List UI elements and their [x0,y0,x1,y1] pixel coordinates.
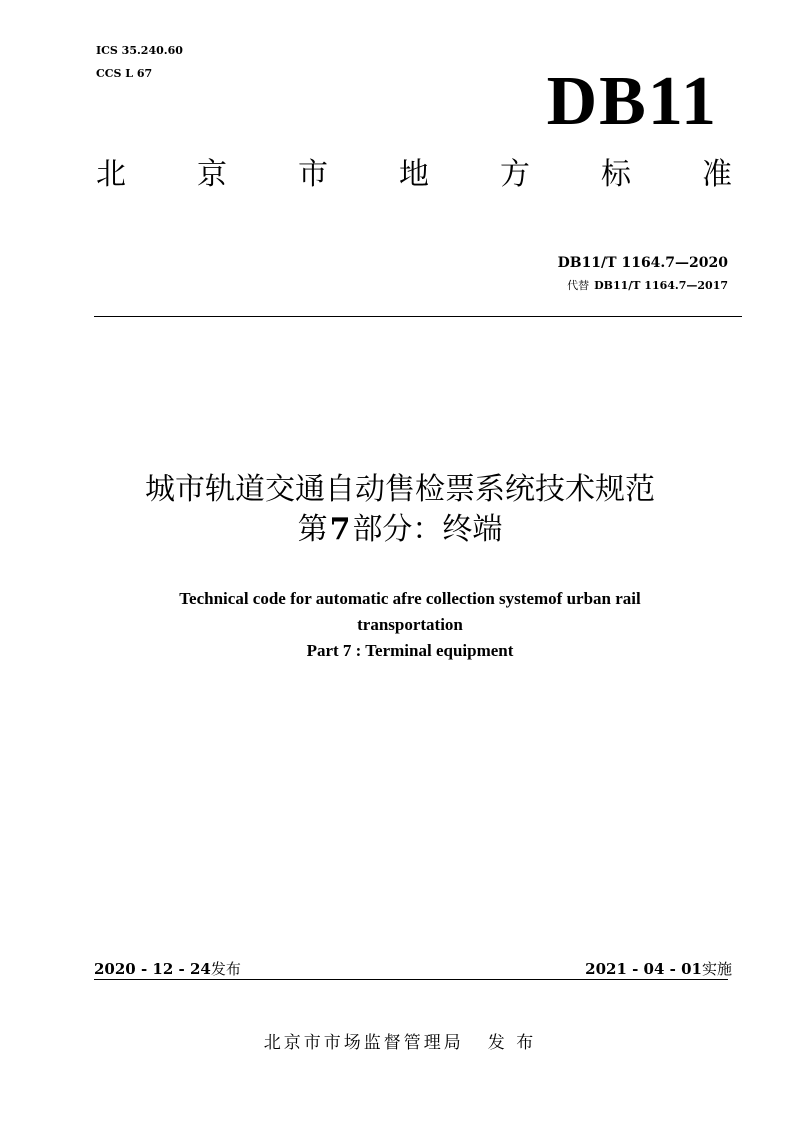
english-title-line1: Technical code for automatic afre collection systemof urban rail [179,589,641,608]
standard-type-char: 标 [601,157,631,192]
english-title-line2: transportation [357,615,463,634]
standard-type-char: 北 [96,157,126,192]
issuer-line [0,1031,800,1055]
chinese-title-line1: 城市轨道交通自动售检票系统技术规范 [145,472,655,507]
issue-date-value: 2020 - 12 - 24 [94,960,211,978]
ccs-code: CCS L 67 [96,67,153,80]
standard-type-char: 市 [298,157,328,192]
implement-date [585,960,732,978]
header-divider [94,316,742,317]
english-title [90,586,730,664]
standard-type-char: 准 [702,157,732,192]
standard-type-char: 京 [197,157,227,192]
part-number: 7 [329,512,351,547]
part-prefix: 第 [297,512,328,547]
standard-type-char: 方 [500,157,530,192]
issuer-verb: 发 布 [487,1033,537,1053]
standard-type-heading [96,155,732,195]
part-suffix: 部分：终端 [352,512,503,547]
english-title-line3: Part 7 : Terminal equipment [306,641,514,660]
replaces-number: DB11/T 1164.7—2017 [594,279,728,292]
chinese-title-line2 [0,510,800,550]
implement-date-value: 2021 - 04 - 01 [585,960,702,978]
standard-number: DB11/T 1164.7—2020 [557,255,728,271]
replaces-label: 代替 [567,279,590,292]
footer-divider [94,979,728,980]
replaces-line [567,278,728,294]
issuer-name: 北京市市场监督管理局 [263,1033,464,1053]
issue-date [94,960,241,978]
db11-logo: DB11 [546,63,718,140]
ics-code: ICS 35.240.60 [96,44,183,57]
dates-row [94,960,732,978]
implement-label: 实施 [701,960,732,978]
issue-label: 发布 [210,960,241,978]
chinese-title [0,470,800,550]
standard-type-char: 地 [399,157,429,192]
